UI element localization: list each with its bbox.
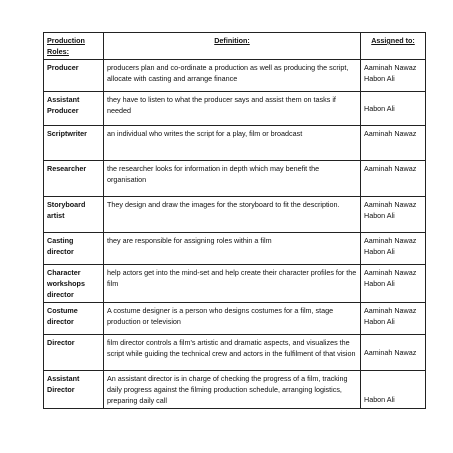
role-name: Assistant Producer	[44, 92, 104, 126]
role-definition: An assistant director is in charge of checking the progress of a film, tracking daily progress against the filming production schedule, arranging logistics, preparing daily call	[104, 371, 361, 409]
assignee-name: Aaminah Nawaz	[364, 200, 417, 209]
role-name: Producer	[44, 60, 104, 92]
table-row	[44, 126, 426, 161]
role-assignees	[361, 126, 426, 161]
role-name: Researcher	[44, 161, 104, 197]
assignee-name: Aaminah Nawaz	[364, 129, 417, 138]
role-assignees	[361, 265, 426, 303]
role-name: Assistant Director	[44, 371, 104, 409]
assignee-name: Aaminah Nawaz	[364, 164, 417, 173]
table-row	[44, 265, 426, 303]
assignee-name: Habon Ali	[364, 317, 395, 326]
role-assignees	[361, 161, 426, 197]
role-assignees	[361, 303, 426, 335]
table-row	[44, 233, 426, 265]
table-row	[44, 92, 426, 126]
role-name: Casting director	[44, 233, 104, 265]
role-definition: the researcher looks for information in depth which may benefit the organisation	[104, 161, 361, 197]
table-row	[44, 161, 426, 197]
role-definition: they have to listen to what the producer says and assist them on tasks if needed	[104, 92, 361, 126]
table-row	[44, 371, 426, 409]
table-header-row	[44, 33, 426, 60]
role-definition: They design and draw the images for the storyboard to fit the description.	[104, 197, 361, 233]
table-row	[44, 303, 426, 335]
header-definition: Definition:	[104, 33, 361, 60]
assignee-name: Aaminah Nawaz	[364, 236, 417, 245]
role-assignees	[361, 60, 426, 92]
assignee-name: Habon Ali	[364, 74, 395, 83]
role-assignees	[361, 335, 426, 371]
header-assigned-to: Assigned to:	[361, 33, 426, 60]
role-definition: an individual who writes the script for a play, film or broadcast	[104, 126, 361, 161]
assignee-name: Aaminah Nawaz	[364, 306, 417, 315]
role-definition: help actors get into the mind-set and help create their character profiles for the film	[104, 265, 361, 303]
assignee-name: Aaminah Nawaz	[364, 63, 417, 72]
table-row	[44, 197, 426, 233]
table-row	[44, 335, 426, 371]
header-production-roles: Production Roles:	[44, 33, 104, 60]
role-name: Scriptwriter	[44, 126, 104, 161]
role-name: Director	[44, 335, 104, 371]
table-row	[44, 60, 426, 92]
role-definition: film director controls a film's artistic and dramatic aspects, and visualizes the script while guiding the technical crew and actors in the fulfilment of that vision	[104, 335, 361, 371]
production-roles-table	[43, 32, 426, 409]
assignee-name: Habon Ali	[364, 279, 395, 288]
assignee-name: Aaminah Nawaz	[364, 348, 417, 357]
role-definition: they are responsible for assigning roles within a film	[104, 233, 361, 265]
role-assignees	[361, 92, 426, 126]
assignee-name: Aaminah Nawaz	[364, 268, 417, 277]
assignee-name: Habon Ali	[364, 247, 395, 256]
assignee-name: Habon Ali	[364, 104, 395, 113]
role-name: Character workshops director	[44, 265, 104, 303]
role-assignees	[361, 371, 426, 409]
assignee-name: Habon Ali	[364, 395, 395, 404]
role-assignees	[361, 197, 426, 233]
role-definition: A costume designer is a person who designs costumes for a film, stage production or television	[104, 303, 361, 335]
assignee-name: Habon Ali	[364, 211, 395, 220]
role-definition: producers plan and co-ordinate a production as well as producing the script, allocate with casting and arrange finance	[104, 60, 361, 92]
role-name: Storyboard artist	[44, 197, 104, 233]
role-assignees	[361, 233, 426, 265]
role-name: Costume director	[44, 303, 104, 335]
